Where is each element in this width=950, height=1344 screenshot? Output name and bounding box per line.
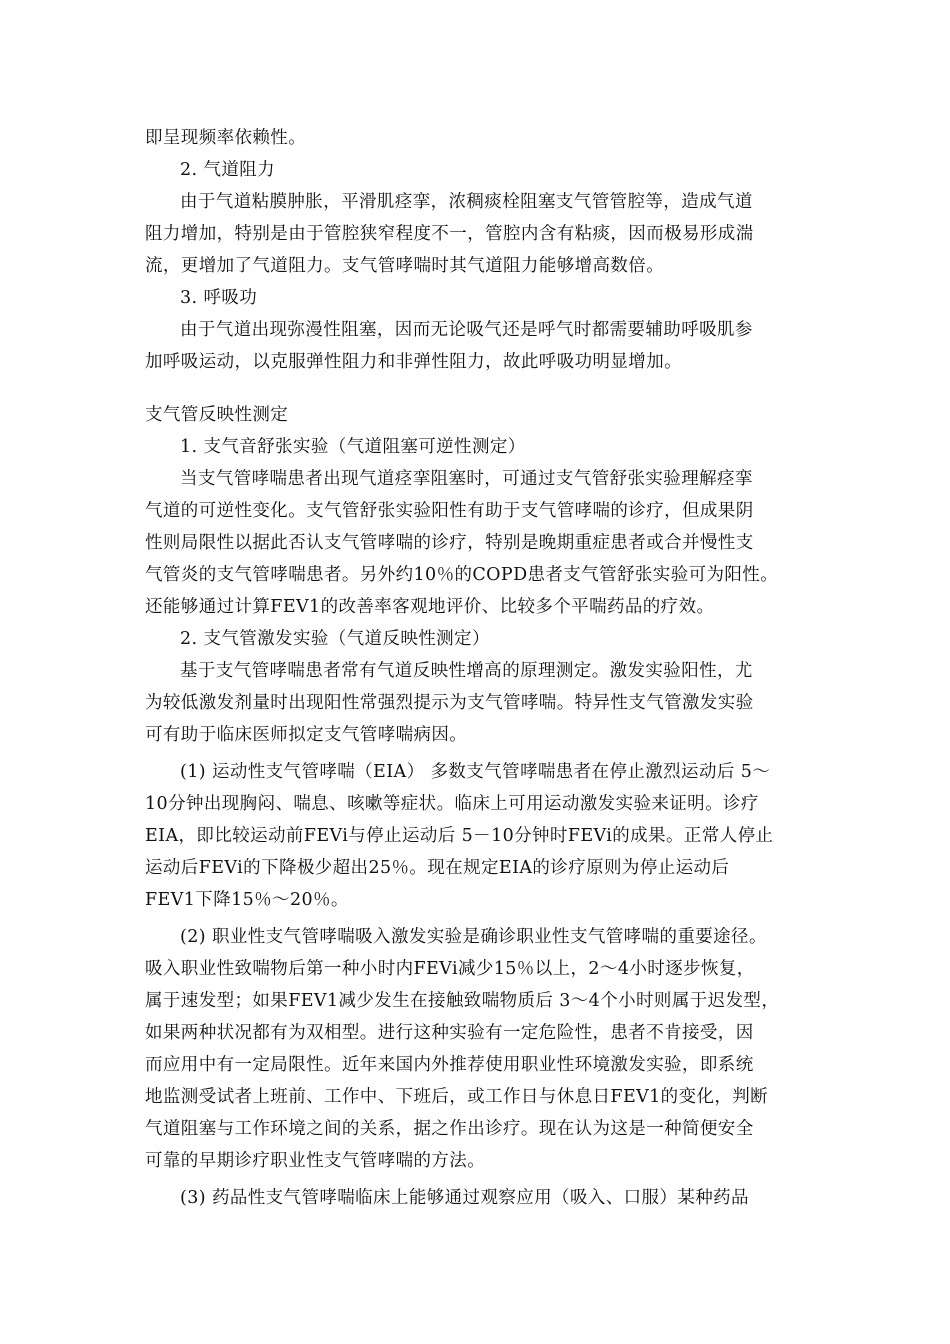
paragraph-line: (3) 药品性支气管哮喘临床上能够通过观察应用（吸入、口服）某种药品 [180,1188,749,1208]
paragraph-line: 加呼吸运动，以克服弹性阻力和非弹性阻力，故此呼吸功明显增加。 [145,352,682,372]
paragraph-line: 为较低激发剂量时出现阳性常强烈提示为支气管哮喘。特异性支气管激发实验 [145,693,754,713]
paragraph-line: 可靠的早期诊疗职业性支气管哮喘的方法。 [145,1151,486,1171]
paragraph-line: 还能够通过计算FEV1的改善率客观地评价、比较多个平喘药品的疗效。 [145,597,715,617]
paragraph-line: 地监测受试者上班前、工作中、下班后，或工作日与休息日FEV1的变化，判断 [145,1087,769,1107]
paragraph-line: 吸入职业性致喘物后第一种小时内FEVi减少15％以上，2～4小时逐步恢复， [145,959,755,979]
section-heading: 3. 呼吸功 [180,288,258,308]
paragraph-line: 由于气道粘膜肿胀，平滑肌痉挛，浓稠痰栓阻塞支气管管腔等，造成气道 [180,192,753,212]
paragraph-line: 10分钟出现胸闷、喘息、咳嗽等症状。临床上可用运动激发实验来证明。诊疗 [145,794,759,814]
paragraph-line: 由于气道出现弥漫性阻塞，因而无论吸气还是呼气时都需要辅助呼吸肌参 [180,320,753,340]
paragraph-line: 阻力增加，特别是由于管腔狭窄程度不一，管腔内含有粘痰，因而极易形成湍 [145,224,754,244]
paragraph-line: EIA，即比较运动前FEVi与停止运动后 5－10分钟时FEVi的成果。正常人停止 [145,826,774,846]
paragraph-line: 基于支气管哮喘患者常有气道反映性增高的原理测定。激发实验阳性，尤 [180,661,753,681]
section-title: 支气管反映性测定 [145,405,289,425]
paragraph-line: 气管炎的支气管哮喘患者。另外约10％的COPD患者支气管舒张实验可为阳性。 [145,565,779,585]
paragraph-line: 如果两种状况都有为双相型。进行这种实验有一定危险性，患者不肯接受，因 [145,1023,754,1043]
paragraph-line: 流，更增加了气道阻力。支气管哮喘时其气道阻力能够增高数倍。 [145,256,665,276]
paragraph-line: 气道阻塞与工作环境之间的关系，据之作出诊疗。现在认为这是一种简便安全 [145,1119,754,1139]
paragraph-line: 而应用中有一定局限性。近年来国内外推荐使用职业性环境激发实验，即系统 [145,1055,754,1075]
paragraph-line: (2) 职业性支气管哮喘吸入激发实验是确诊职业性支气管哮喘的重要途径。 [180,927,767,947]
paragraph-line: 气道的可逆性变化。支气管舒张实验阳性有助于支气管哮喘的诊疗，但成果阴 [145,501,754,521]
paragraph-line: FEV1下降15％～20％。 [145,890,349,910]
paragraph-line: 可有助于临床医师拟定支气管哮喘病因。 [145,725,468,745]
paragraph-line: 即呈现频率依赖性。 [145,128,307,148]
paragraph-line: 当支气管哮喘患者出现气道痉挛阻塞时，可通过支气管舒张实验理解痉挛 [180,469,753,489]
section-heading: 1. 支气音舒张实验（气道阻塞可逆性测定） [180,437,526,457]
paragraph-line: (1) 运动性支气管哮喘（EIA） 多数支气管哮喘患者在停止激烈运动后 5～ [180,762,771,782]
paragraph-line: 属于速发型；如果FEV1减少发生在接触致喘物质后 3～4个小时则属于迟发型， [145,991,780,1011]
paragraph-line: 性则局限性以据此否认支气管哮喘的诊疗，特别是晚期重症患者或合并慢性支 [145,533,754,553]
section-heading: 2. 支气管激发实验（气道反映性测定） [180,629,490,649]
paragraph-line: 运动后FEVi的下降极少超出25％。现在规定EIA的诊疗原则为停止运动后 [145,858,730,878]
section-heading: 2. 气道阻力 [180,160,276,180]
